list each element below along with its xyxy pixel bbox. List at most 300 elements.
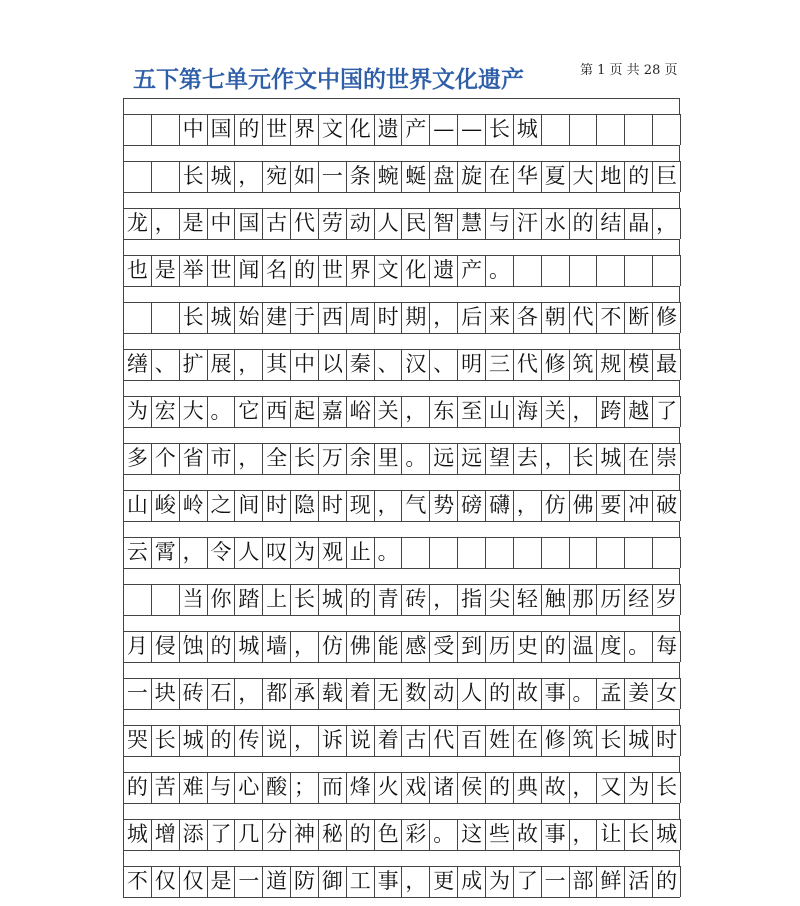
grid-cell: 一 xyxy=(319,161,347,192)
grid-cell: 。 xyxy=(486,255,514,286)
grid-cell: 峪 xyxy=(347,396,375,427)
grid-cell: 断 xyxy=(625,302,653,333)
row-spacer-strip xyxy=(123,568,680,585)
essay-line xyxy=(123,161,680,192)
essay-line xyxy=(123,866,680,897)
grid-cell: 青 xyxy=(375,584,403,615)
grid-cell: 也 xyxy=(124,255,152,286)
grid-cell: 城 xyxy=(124,819,152,850)
grid-cell: ， xyxy=(570,396,598,427)
grid-cell: 长 xyxy=(180,302,208,333)
grid-cell: 更 xyxy=(430,866,458,897)
grid-cell: 修 xyxy=(542,349,570,380)
grid-cell: 动 xyxy=(430,678,458,709)
grid-cell: 古 xyxy=(263,208,291,239)
grid-cell: 隐 xyxy=(291,490,319,521)
grid-cell: 观 xyxy=(319,537,347,568)
grid-cell: 蜿 xyxy=(375,161,403,192)
grid-cell: 城 xyxy=(597,443,625,474)
grid-cell xyxy=(597,537,625,568)
grid-cell: 海 xyxy=(514,396,542,427)
grid-cell: 文 xyxy=(375,255,403,286)
grid-cell: 去 xyxy=(514,443,542,474)
grid-cell: 势 xyxy=(430,490,458,521)
grid-cell: 礴 xyxy=(486,490,514,521)
grid-cell: 而 xyxy=(319,772,347,803)
essay-line xyxy=(123,678,680,709)
grid-cell: 当 xyxy=(180,584,208,615)
grid-cell: 的 xyxy=(235,114,263,145)
grid-cell xyxy=(514,255,542,286)
grid-cell: 仿 xyxy=(542,490,570,521)
grid-cell: 、 xyxy=(430,349,458,380)
grid-cell: ， xyxy=(570,819,598,850)
document-title: 五下第七单元作文中国的世界文化遗产 xyxy=(133,67,524,93)
grid-cell: 止 xyxy=(347,537,375,568)
grid-cell: 姜 xyxy=(625,678,653,709)
grid-cell: 神 xyxy=(291,819,319,850)
grid-cell: 时 xyxy=(263,490,291,521)
grid-cell: 不 xyxy=(597,302,625,333)
grid-cell: 尖 xyxy=(486,584,514,615)
essay-row xyxy=(123,662,680,709)
grid-cell: 宏 xyxy=(152,396,180,427)
grid-cell: 全 xyxy=(263,443,291,474)
grid-cell xyxy=(570,255,598,286)
grid-cell: 关 xyxy=(375,396,403,427)
essay-line xyxy=(123,443,680,474)
essay-line xyxy=(123,631,680,662)
grid-cell: 夏 xyxy=(542,161,570,192)
grid-cell: 时 xyxy=(653,725,681,756)
essay-row xyxy=(123,615,680,662)
grid-cell: 大 xyxy=(180,396,208,427)
grid-cell: 西 xyxy=(319,302,347,333)
grid-cell: 的 xyxy=(486,678,514,709)
row-spacer-strip xyxy=(123,662,680,679)
grid-cell: 民 xyxy=(403,208,431,239)
grid-cell: 蚀 xyxy=(180,631,208,662)
grid-cell: 一 xyxy=(124,678,152,709)
grid-cell: 触 xyxy=(542,584,570,615)
grid-cell xyxy=(653,537,681,568)
grid-cell: 嘉 xyxy=(319,396,347,427)
grid-cell: 古 xyxy=(403,725,431,756)
essay-line xyxy=(123,396,680,427)
grid-cell: 的 xyxy=(208,725,236,756)
essay-line xyxy=(123,772,680,803)
grid-cell: 故 xyxy=(514,819,542,850)
grid-cell: 墙 xyxy=(263,631,291,662)
grid-cell: 心 xyxy=(235,772,263,803)
grid-cell: 旋 xyxy=(458,161,486,192)
grid-cell: 为 xyxy=(291,537,319,568)
grid-cell: 世 xyxy=(263,114,291,145)
grid-cell: 。 xyxy=(430,819,458,850)
grid-cell: 难 xyxy=(180,772,208,803)
grid-cell: 城 xyxy=(653,819,681,850)
grid-cell: ， xyxy=(375,490,403,521)
grid-cell: 望 xyxy=(486,443,514,474)
grid-cell: 城 xyxy=(180,725,208,756)
grid-cell: 长 xyxy=(486,114,514,145)
grid-cell: 侵 xyxy=(152,631,180,662)
grid-cell: 城 xyxy=(514,114,542,145)
grid-cell: 国 xyxy=(208,114,236,145)
grid-cell: 的 xyxy=(347,819,375,850)
grid-cell: 崇 xyxy=(653,443,681,474)
grid-cell: ， xyxy=(542,443,570,474)
grid-cell: 时 xyxy=(375,302,403,333)
grid-cell: 活 xyxy=(625,866,653,897)
grid-cell: 鲜 xyxy=(597,866,625,897)
grid-cell: 规 xyxy=(597,349,625,380)
grid-cell: 扩 xyxy=(180,349,208,380)
row-spacer-strip xyxy=(123,615,680,632)
grid-cell: 故 xyxy=(542,772,570,803)
row-spacer-strip xyxy=(123,756,680,773)
grid-cell: ， xyxy=(514,490,542,521)
grid-cell: 磅 xyxy=(458,490,486,521)
grid-cell: 于 xyxy=(291,302,319,333)
grid-cell: 中 xyxy=(180,114,208,145)
grid-cell: 宛 xyxy=(263,161,291,192)
grid-cell xyxy=(486,537,514,568)
row-spacer-strip xyxy=(123,145,680,162)
grid-cell: 破 xyxy=(653,490,681,521)
essay-row xyxy=(123,239,680,286)
grid-cell: 故 xyxy=(514,678,542,709)
grid-cell: 砖 xyxy=(403,584,431,615)
grid-cell: 佛 xyxy=(347,631,375,662)
grid-cell: 佛 xyxy=(570,490,598,521)
grid-cell: 仅 xyxy=(152,866,180,897)
grid-cell: 市 xyxy=(208,443,236,474)
grid-cell: 。 xyxy=(570,678,598,709)
grid-cell: ， xyxy=(235,443,263,474)
grid-cell: 仅 xyxy=(180,866,208,897)
essay-row xyxy=(123,427,680,474)
grid-cell: — xyxy=(458,114,486,145)
grid-cell: ， xyxy=(291,725,319,756)
essay-row xyxy=(123,568,680,615)
grid-cell: 的 xyxy=(625,161,653,192)
grid-cell: 说 xyxy=(347,725,375,756)
grid-cell: 史 xyxy=(514,631,542,662)
grid-cell: 它 xyxy=(235,396,263,427)
grid-cell: 结 xyxy=(597,208,625,239)
row-spacer-strip xyxy=(123,521,680,538)
grid-cell: ， xyxy=(235,349,263,380)
grid-cell: 闻 xyxy=(235,255,263,286)
grid-cell: 朝 xyxy=(542,302,570,333)
essay-row xyxy=(123,145,680,192)
grid-cell: 龙 xyxy=(124,208,152,239)
grid-cell: 添 xyxy=(180,819,208,850)
grid-cell: 的 xyxy=(486,772,514,803)
grid-cell: 长 xyxy=(597,725,625,756)
grid-cell: 省 xyxy=(180,443,208,474)
grid-cell: ， xyxy=(235,678,263,709)
grid-cell: 仿 xyxy=(319,631,347,662)
grid-cell: 个 xyxy=(152,443,180,474)
grid-cell: 。 xyxy=(625,631,653,662)
grid-cell: 明 xyxy=(458,349,486,380)
grid-cell: 的 xyxy=(208,631,236,662)
grid-cell: ， xyxy=(403,396,431,427)
grid-cell xyxy=(430,537,458,568)
grid-cell: 些 xyxy=(486,819,514,850)
grid-cell: ， xyxy=(430,584,458,615)
grid-cell: 后 xyxy=(458,302,486,333)
grid-cell: 历 xyxy=(597,584,625,615)
grid-cell xyxy=(152,302,180,333)
row-spacer-strip xyxy=(123,803,680,820)
grid-cell: 度 xyxy=(597,631,625,662)
grid-cell: 侯 xyxy=(458,772,486,803)
grid-cell: 上 xyxy=(263,584,291,615)
grid-cell: 国 xyxy=(235,208,263,239)
grid-cell: 以 xyxy=(319,349,347,380)
grid-cell: 又 xyxy=(597,772,625,803)
grid-cell xyxy=(124,584,152,615)
grid-cell: 。 xyxy=(208,396,236,427)
grid-cell: ， xyxy=(291,631,319,662)
grid-cell: 气 xyxy=(403,490,431,521)
grid-cell: 要 xyxy=(597,490,625,521)
row-spacer-strip xyxy=(123,474,680,491)
grid-cell: 这 xyxy=(458,819,486,850)
grid-cell xyxy=(625,114,653,145)
grid-cell xyxy=(124,114,152,145)
grid-cell: 汗 xyxy=(514,208,542,239)
row-spacer-strip xyxy=(123,850,680,867)
grid-cell: 温 xyxy=(570,631,598,662)
grid-cell: 代 xyxy=(291,208,319,239)
grid-cell xyxy=(124,302,152,333)
grid-cell: 分 xyxy=(263,819,291,850)
grid-cell: ， xyxy=(653,208,681,239)
grid-cell: 事 xyxy=(542,678,570,709)
grid-cell: 增 xyxy=(152,819,180,850)
grid-cell: 哭 xyxy=(124,725,152,756)
grid-cell: 来 xyxy=(486,302,514,333)
grid-cell: 到 xyxy=(458,631,486,662)
grid-cell: 代 xyxy=(514,349,542,380)
grid-cell: 诸 xyxy=(430,772,458,803)
grid-cell: ， xyxy=(180,537,208,568)
grid-cell: 姓 xyxy=(486,725,514,756)
grid-cell: 受 xyxy=(430,631,458,662)
grid-cell: 孟 xyxy=(597,678,625,709)
grid-cell: 蜒 xyxy=(403,161,431,192)
row-bottom-line xyxy=(123,897,680,898)
grid-cell: 是 xyxy=(208,866,236,897)
grid-cell xyxy=(458,537,486,568)
grid-cell: 条 xyxy=(347,161,375,192)
row-spacer-strip xyxy=(123,333,680,350)
essay-line xyxy=(123,490,680,521)
grid-cell: 界 xyxy=(347,255,375,286)
grid-cell: 工 xyxy=(347,866,375,897)
grid-cell: 部 xyxy=(570,866,598,897)
grid-cell: 秦 xyxy=(347,349,375,380)
essay-row xyxy=(123,521,680,568)
grid-cell: 始 xyxy=(235,302,263,333)
grid-cell: 经 xyxy=(625,584,653,615)
grid-cell: 汉 xyxy=(403,349,431,380)
grid-cell: 事 xyxy=(542,819,570,850)
grid-cell: 火 xyxy=(375,772,403,803)
grid-cell: 与 xyxy=(486,208,514,239)
grid-cell: 长 xyxy=(180,161,208,192)
grid-cell: 轻 xyxy=(514,584,542,615)
essay-row xyxy=(123,333,680,380)
essay-line xyxy=(123,349,680,380)
grid-cell: 产 xyxy=(403,114,431,145)
grid-cell: 为 xyxy=(124,396,152,427)
essay-row xyxy=(123,474,680,521)
grid-cell: 数 xyxy=(403,678,431,709)
grid-cell: 人 xyxy=(458,678,486,709)
essay-row xyxy=(123,803,680,850)
grid-cell: 戏 xyxy=(403,772,431,803)
grid-cell xyxy=(542,537,570,568)
essay-line xyxy=(123,208,680,239)
grid-cell: 长 xyxy=(625,819,653,850)
grid-cell: 万 xyxy=(319,443,347,474)
grid-cell: 化 xyxy=(347,114,375,145)
grid-cell: ， xyxy=(403,866,431,897)
grid-cell: 远 xyxy=(458,443,486,474)
essay-line xyxy=(123,302,680,333)
grid-cell: 之 xyxy=(208,490,236,521)
grid-cell: 成 xyxy=(458,866,486,897)
grid-cell: 中 xyxy=(208,208,236,239)
grid-cell: 为 xyxy=(625,772,653,803)
grid-cell: 产 xyxy=(458,255,486,286)
page-counter: 第 1 页 共 28 页 xyxy=(580,63,678,78)
grid-cell: 举 xyxy=(180,255,208,286)
grid-cell: 的 xyxy=(124,772,152,803)
grid-cell: 界 xyxy=(291,114,319,145)
essay-row xyxy=(123,756,680,803)
grid-cell: 西 xyxy=(263,396,291,427)
grid-cell xyxy=(542,114,570,145)
grid-cell xyxy=(597,255,625,286)
grid-cell: 不 xyxy=(124,866,152,897)
grid-cell: 能 xyxy=(375,631,403,662)
grid-cell: 现 xyxy=(347,490,375,521)
grid-cell: 历 xyxy=(486,631,514,662)
grid-cell: 的 xyxy=(570,208,598,239)
grid-cell: 筑 xyxy=(570,349,598,380)
grid-cell: ， xyxy=(235,161,263,192)
grid-cell: 城 xyxy=(625,725,653,756)
grid-cell: 城 xyxy=(319,584,347,615)
grid-cell: 缮 xyxy=(124,349,152,380)
grid-cell: 石 xyxy=(208,678,236,709)
essay-row xyxy=(123,286,680,333)
grid-cell: 山 xyxy=(486,396,514,427)
essay-line xyxy=(123,114,680,145)
grid-cell: 动 xyxy=(347,208,375,239)
grid-cell: 是 xyxy=(152,255,180,286)
grid-cell: ； xyxy=(291,772,319,803)
grid-cell: 了 xyxy=(653,396,681,427)
essay-row xyxy=(123,850,680,897)
grid-cell: 遗 xyxy=(430,255,458,286)
grid-cell: 。 xyxy=(403,443,431,474)
grid-cell: 事 xyxy=(375,866,403,897)
grid-cell: 云 xyxy=(124,537,152,568)
grid-cell xyxy=(570,114,598,145)
grid-cell: 的 xyxy=(347,584,375,615)
grid-cell: 都 xyxy=(263,678,291,709)
grid-cell xyxy=(625,537,653,568)
grid-cell: 城 xyxy=(208,161,236,192)
grid-cell: 一 xyxy=(542,866,570,897)
row-spacer-strip xyxy=(123,192,680,209)
grid-cell: 起 xyxy=(291,396,319,427)
grid-cell xyxy=(403,537,431,568)
grid-cell: 余 xyxy=(347,443,375,474)
grid-cell: 华 xyxy=(514,161,542,192)
grid-cell: 展 xyxy=(208,349,236,380)
grid-cell: 块 xyxy=(152,678,180,709)
grid-cell: 承 xyxy=(291,678,319,709)
grid-cell: 防 xyxy=(291,866,319,897)
grid-cell: — xyxy=(430,114,458,145)
grid-cell: 远 xyxy=(430,443,458,474)
grid-cell: 月 xyxy=(124,631,152,662)
grid-cell: 中 xyxy=(291,349,319,380)
grid-cell: 烽 xyxy=(347,772,375,803)
grid-cell: 盘 xyxy=(430,161,458,192)
essay-line xyxy=(123,584,680,615)
grid-cell: 的 xyxy=(542,631,570,662)
row-spacer-strip xyxy=(123,709,680,726)
grid-cell xyxy=(124,161,152,192)
grid-cell: 时 xyxy=(319,490,347,521)
grid-cell: ， xyxy=(570,772,598,803)
grid-cell: 长 xyxy=(152,725,180,756)
grid-cell: 岭 xyxy=(180,490,208,521)
grid-cell: 多 xyxy=(124,443,152,474)
grid-cell: 与 xyxy=(208,772,236,803)
grid-cell: 遗 xyxy=(375,114,403,145)
grid-cell: 文 xyxy=(319,114,347,145)
grid-cell: 跨 xyxy=(597,396,625,427)
grid-cell: 修 xyxy=(653,302,681,333)
essay-line xyxy=(123,255,680,286)
grid-cell: 周 xyxy=(347,302,375,333)
essay-row xyxy=(123,192,680,239)
grid-cell: 说 xyxy=(263,725,291,756)
grid-cell: 建 xyxy=(263,302,291,333)
grid-cell: 世 xyxy=(319,255,347,286)
grid-cell xyxy=(152,584,180,615)
row-spacer-strip xyxy=(123,427,680,444)
grid-cell: 代 xyxy=(570,302,598,333)
row-spacer-strip xyxy=(123,98,680,115)
grid-cell: 叹 xyxy=(263,537,291,568)
grid-cell: 、 xyxy=(152,349,180,380)
grid-cell: 巨 xyxy=(653,161,681,192)
grid-cell xyxy=(597,114,625,145)
grid-cell: 百 xyxy=(458,725,486,756)
grid-cell: 期 xyxy=(403,302,431,333)
